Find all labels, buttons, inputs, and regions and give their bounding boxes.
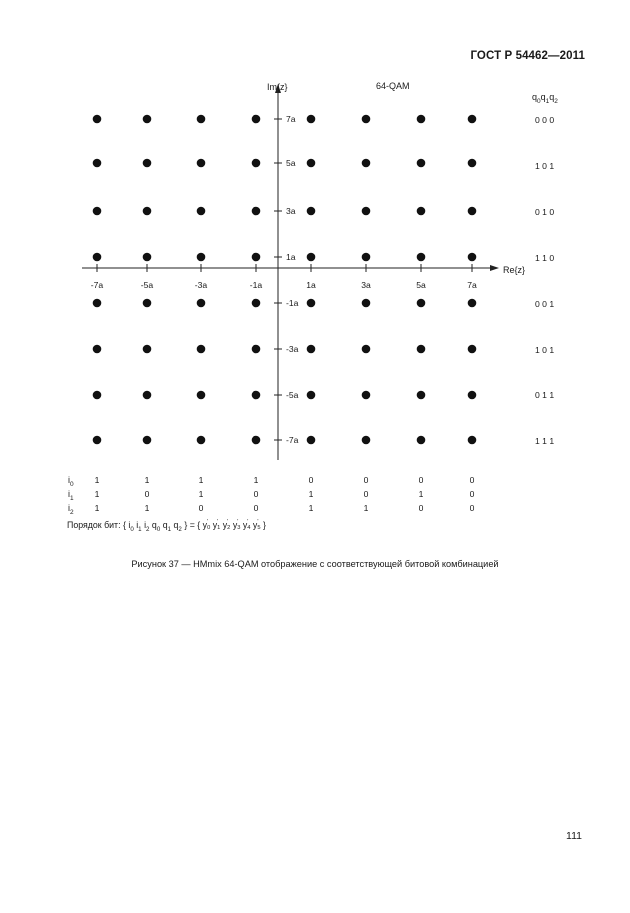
q-bits-label: 0 1 0 — [535, 207, 555, 217]
q-bits-label: 1 1 1 — [535, 436, 555, 446]
constellation-point — [252, 345, 261, 354]
constellation-point — [362, 391, 371, 400]
constellation-point — [468, 436, 477, 445]
i-bit: 0 — [363, 489, 369, 499]
q-bits-label: 0 0 0 — [535, 115, 555, 125]
im-axis-label: Im{z} — [267, 82, 288, 92]
constellation-point — [197, 391, 206, 400]
constellation-point — [93, 159, 102, 168]
constellation-point — [307, 391, 316, 400]
re-axis-label: Re{z} — [503, 265, 526, 275]
i-bit: 0 — [418, 475, 424, 485]
im-tick-label: 5a — [286, 158, 296, 168]
constellation-point — [143, 253, 152, 262]
re-tick-label: -1a — [249, 280, 263, 290]
re-tick-label: 5a — [416, 280, 426, 290]
constellation-point — [362, 345, 371, 354]
constellation-point — [93, 436, 102, 445]
standard-header: ГОСТ Р 54462—2011 — [470, 50, 585, 62]
constellation-point — [468, 299, 477, 308]
i-bit: 1 — [253, 475, 259, 485]
re-tick-label: -5a — [140, 280, 154, 290]
bit-order-line: Порядок бит: { $i_0$ $i_1$ $i_2$ $q_0$ $q_1$ $q_2$ } = { y ' 0 y ' 1 y ' 2 y ' 3 y ' 4 y ' 5 } — [67, 519, 266, 534]
i-bit: 0 — [418, 503, 424, 513]
constellation-point — [252, 436, 261, 445]
q-bits-label: 0 0 1 — [535, 299, 555, 309]
q-bits-label: 1 1 0 — [535, 253, 555, 263]
i-bit: 1 — [94, 489, 100, 499]
i-bit: 1 — [198, 489, 204, 499]
constellation-point — [252, 253, 261, 262]
constellation-point — [362, 299, 371, 308]
im-tick-label: -5a — [286, 390, 299, 400]
i-bit: 0 — [144, 489, 150, 499]
constellation-point — [93, 253, 102, 262]
constellation-point — [417, 253, 426, 262]
constellation-point — [93, 391, 102, 400]
i-row-label: $i_0$ — [68, 475, 74, 488]
page-number: 111 — [566, 830, 582, 842]
constellation-point — [417, 436, 426, 445]
constellation-point — [197, 253, 206, 262]
constellation-point — [307, 207, 316, 216]
i-row-label: $i_2$ — [68, 503, 74, 516]
constellation-point — [197, 159, 206, 168]
constellation-point — [252, 207, 261, 216]
constellation-point — [252, 115, 261, 124]
constellation-point — [307, 159, 316, 168]
im-tick-label: 3a — [286, 206, 296, 216]
constellation-point — [468, 159, 477, 168]
constellation-point — [143, 436, 152, 445]
constellation-point — [93, 299, 102, 308]
q-bits-header: $q_0q_1q_2$ — [532, 92, 558, 105]
constellation-point — [143, 207, 152, 216]
q-bits-label: 1 0 1 — [535, 161, 555, 171]
i-bit: 0 — [469, 503, 475, 513]
i-bit: 0 — [469, 475, 475, 485]
re-tick-label: 1a — [306, 280, 316, 290]
i-bit: 0 — [253, 489, 259, 499]
constellation-point — [307, 345, 316, 354]
constellation-point — [468, 207, 477, 216]
re-tick-label: -3a — [194, 280, 208, 290]
constellation-point — [417, 391, 426, 400]
real-axis-arrow-icon — [490, 265, 499, 271]
constellation-point — [143, 391, 152, 400]
i-bit: 1 — [94, 475, 100, 485]
constellation-point — [197, 299, 206, 308]
im-tick-label: -7a — [286, 435, 299, 445]
constellation-point — [362, 253, 371, 262]
i-bit: 1 — [94, 503, 100, 513]
constellation-point — [252, 391, 261, 400]
constellation-point — [143, 345, 152, 354]
constellation-point — [307, 115, 316, 124]
re-tick-label: -7a — [90, 280, 104, 290]
i-bit: 1 — [144, 503, 150, 513]
constellation-point — [197, 436, 206, 445]
im-tick-label: 1a — [286, 252, 296, 262]
constellation-point — [93, 345, 102, 354]
constellation-point — [468, 391, 477, 400]
i-bit: 0 — [198, 503, 204, 513]
re-tick-label: 7a — [467, 280, 477, 290]
i-bit: 0 — [469, 489, 475, 499]
constellation-point — [143, 115, 152, 124]
constellation-point — [307, 253, 316, 262]
i-bit: 1 — [198, 475, 204, 485]
constellation-point — [252, 299, 261, 308]
constellation-point — [197, 207, 206, 216]
constellation-point — [417, 207, 426, 216]
i-bit: 1 — [308, 489, 314, 499]
i-bit: 0 — [253, 503, 259, 513]
constellation-point — [468, 253, 477, 262]
constellation-point — [417, 159, 426, 168]
constellation-point — [93, 207, 102, 216]
constellation-point — [143, 299, 152, 308]
im-tick-label: -1a — [286, 298, 299, 308]
i-bit: 1 — [418, 489, 424, 499]
q-bits-label: 1 0 1 — [535, 345, 555, 355]
constellation-point — [307, 436, 316, 445]
im-tick-label: -3a — [286, 344, 299, 354]
i-bit: 0 — [308, 475, 314, 485]
constellation-point — [417, 115, 426, 124]
constellation-point — [307, 299, 316, 308]
re-tick-label: 3a — [361, 280, 371, 290]
constellation-point — [362, 159, 371, 168]
im-tick-label: 7a — [286, 114, 296, 124]
i-row-label: $i_1$ — [68, 489, 74, 502]
i-bit: 1 — [363, 503, 369, 513]
constellation-point — [417, 345, 426, 354]
constellation-point — [197, 345, 206, 354]
constellation-label: 64-QAM — [376, 81, 410, 91]
constellation-point — [468, 115, 477, 124]
i-bit: 0 — [363, 475, 369, 485]
constellation-point — [93, 115, 102, 124]
q-bits-label: 0 1 1 — [535, 390, 555, 400]
constellation-point — [362, 207, 371, 216]
figure-caption: Рисунок 37 — HMmix 64-QAM отображение с соответствующей битовой комбинацией — [131, 559, 499, 569]
constellation-point — [417, 299, 426, 308]
i-bit: 1 — [308, 503, 314, 513]
constellation-point — [252, 159, 261, 168]
constellation-point — [362, 436, 371, 445]
i-bit: 1 — [144, 475, 150, 485]
constellation-point — [143, 159, 152, 168]
constellation-point — [362, 115, 371, 124]
constellation-point — [197, 115, 206, 124]
constellation-point — [468, 345, 477, 354]
